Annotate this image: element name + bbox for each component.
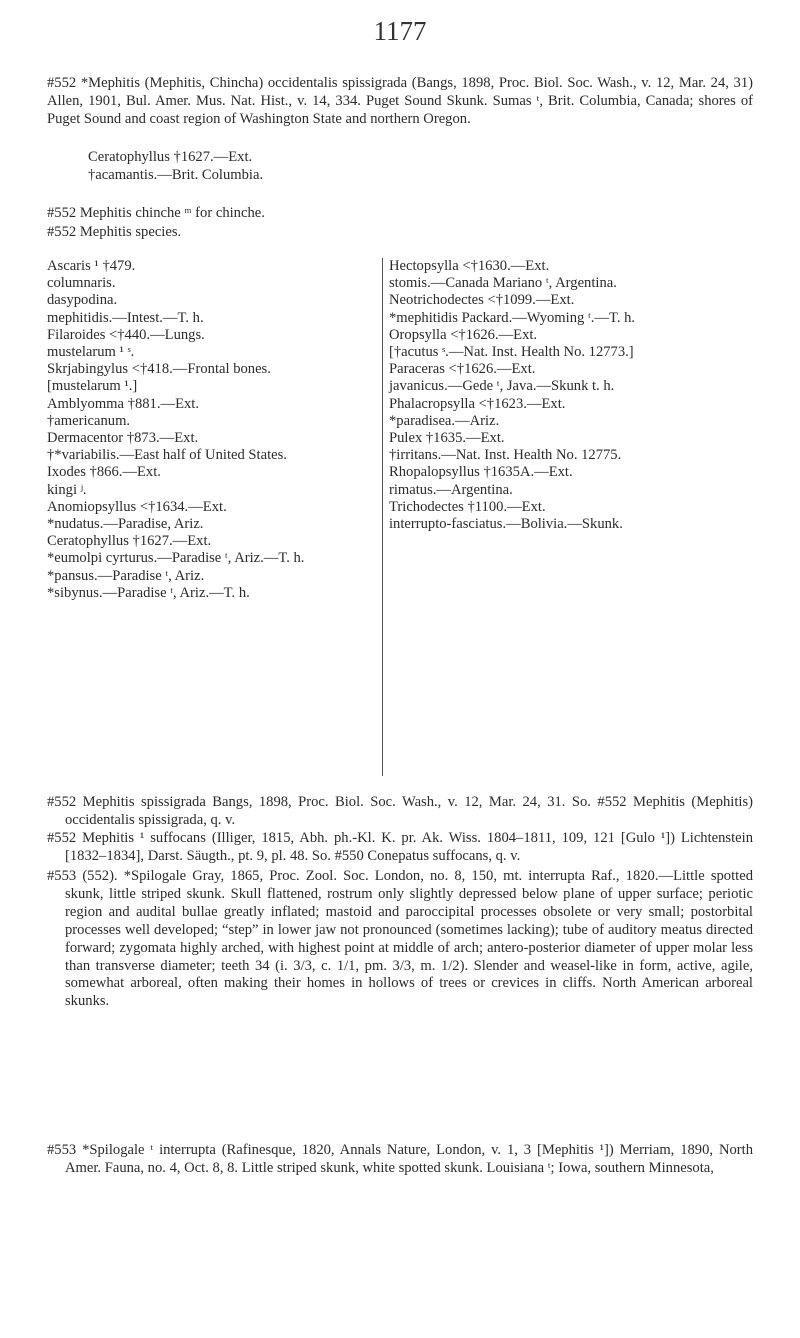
heading-mephitis-species: #552 Mephitis species.	[47, 224, 182, 240]
entry-occidentalis-spissigrada: #552 *Mephitis (Mephitis, Chincha) occidentalis spissigrada (Bangs, 1898, Proc. Biol. Soc. Wash., v. 12, Mar. 24, 31) Allen, 1901, Bul. Amer. Mus. Nat. Hist., v. 14, 334. Puget Sound Skunk. Sumas ᵗ, Brit. Columbia, Canada; shores of Puget Sound and coast region of Washington State and northern Oregon.	[47, 75, 753, 127]
entry-text: #552 Mephitis ¹ suffocans (Illiger, 1815, Abh. ph.-Kl. K. pr. Ak. Wiss. 1804–1811, 109, 121 [Gulo ¹]) Lichtenstein [1832–1834], Darst. Säugth., pt. 9, pl. 48. So. #550 Conepatus suffocans, q. v.	[47, 830, 753, 864]
list-item: †americanum.	[47, 412, 131, 429]
list-item: mustelarum ¹ ˢ.	[47, 344, 135, 361]
list-item: Filaroides <†440.—Lungs.	[47, 326, 205, 343]
list-item: [†acutus ˢ.—Nat. Inst. Health No. 12773.]	[389, 344, 634, 361]
list-item: Skrjabingylus <†418.—Frontal bones.	[47, 361, 271, 378]
list-item: Phalacropsylla <†1623.—Ext.	[389, 395, 566, 412]
page-number: 1177	[373, 16, 427, 46]
list-item: columnaris.	[47, 275, 116, 292]
list-item: †*variabilis.—East half of United States.	[47, 447, 287, 464]
list-item: Rhopalopsyllus †1635A.—Ext.	[389, 464, 573, 481]
entry-text: #552 Mephitis spissigrada Bangs, 1898, Proc. Biol. Soc. Wash., v. 12, Mar. 24, 31. So. #552 Mephitis (Mephitis) occidentalis spissigrada, q. v.	[47, 794, 753, 828]
list-item: Pulex †1635.—Ext.	[389, 430, 505, 447]
list-item: Ixodes †866.—Ext.	[47, 464, 161, 481]
entry-sub-ceratophyllus: Ceratophyllus †1627.—Ext.	[88, 149, 253, 165]
list-item: rimatus.—Argentina.	[389, 481, 513, 498]
list-item: Paraceras <†1626.—Ext.	[389, 361, 536, 378]
list-item: Amblyomma †881.—Ext.	[47, 395, 200, 412]
list-item: *paradisea.—Ariz.	[389, 412, 500, 429]
entry-sub-acamantis: †acamantis.—Brit. Columbia.	[88, 167, 264, 183]
list-item: kingi ʲ.	[47, 481, 87, 498]
list-item: [mustelarum ¹.]	[47, 378, 138, 395]
parasite-list-left	[47, 258, 367, 602]
list-item: stomis.—Canada Mariano ᵗ, Argentina.	[389, 275, 617, 292]
list-item: *eumolpi cyrturus.—Paradise ᵗ, Ariz.—T. h.	[47, 550, 305, 567]
entry-spilogale-interrupta	[47, 1142, 753, 1178]
list-item: *mephitidis Packard.—Wyoming ᵗ.—T. h.	[389, 309, 636, 326]
list-item: †irritans.—Nat. Inst. Health No. 12775.	[389, 447, 622, 464]
list-item: *pansus.—Paradise ᵗ, Ariz.	[47, 567, 205, 584]
entry-mephitis-suffocans	[47, 830, 753, 866]
entry-text: #553 *Spilogale ᵗ interrupta (Rafinesque, 1820, Annals Nature, London, v. 1, 3 [Mephitis ¹]) Merriam, 1890, North Amer. Fauna, no. 4, Oct. 8, 8. Little striped skunk, white spotted skunk. Louisiana ᵗ; Iowa, southern Minnesota,	[47, 1142, 753, 1176]
list-item: Trichodectes †1100.—Ext.	[389, 498, 546, 515]
list-item: javanicus.—Gede ᵗ, Java.—Skunk t. h.	[389, 378, 615, 395]
list-item: dasypodina.	[47, 292, 118, 309]
entry-mephitis-spissigrada	[47, 794, 753, 830]
list-item: Ascaris ¹ †479.	[47, 258, 136, 274]
list-item: *sibynus.—Paradise ᵗ, Ariz.—T. h.	[47, 584, 250, 601]
list-item: Oropsylla <†1626.—Ext.	[389, 326, 538, 343]
entry-text: #553 (552). *Spilogale Gray, 1865, Proc. Zool. Soc. London, no. 8, 150, mt. interrupta Raf., 1820.—Little spotted skunk, little striped skunk. Skull flattened, rostrum only slightly depressed below plane of upper surface; periotic region and audital bullae greatly inflated; mastoid and paroccipital processes obsolete or very small; postorbital processes well developed; “step” in lower jaw not pronounced (sometimes lacking); tube of auditory meatus directed forward; zygomata highly arched, with highest point at middle of arch; antero-posterior diameter of upper molar less than transverse diameter; teeth 34 (i. 3/3, c. 1/1, pm. 3/3, m. 1/2). Slender and weasel-like in form, active, agile, somewhat arboreal, often making their homes in hollows of trees or crevices in cliffs. North American arboreal skunks.	[47, 868, 753, 1010]
list-item: Hectopsylla <†1630.—Ext.	[389, 258, 550, 274]
list-item: interrupto-fasciatus.—Bolivia.—Skunk.	[389, 516, 623, 533]
list-item: Anomiopsyllus <†1634.—Ext.	[47, 498, 227, 515]
list-item: Ceratophyllus †1627.—Ext.	[47, 533, 212, 550]
entry-spilogale-genus	[47, 868, 753, 1011]
list-item: *nudatus.—Paradise, Ariz.	[47, 516, 204, 533]
list-item: Dermacentor †873.—Ext.	[47, 430, 199, 447]
list-item: mephitidis.—Intest.—T. h.	[47, 309, 204, 326]
list-item: Neotrichodectes <†1099.—Ext.	[389, 292, 575, 309]
heading-mephitis-chinche: #552 Mephitis chinche ᵐ for chinche.	[47, 205, 265, 221]
parasite-list-right	[382, 258, 715, 776]
